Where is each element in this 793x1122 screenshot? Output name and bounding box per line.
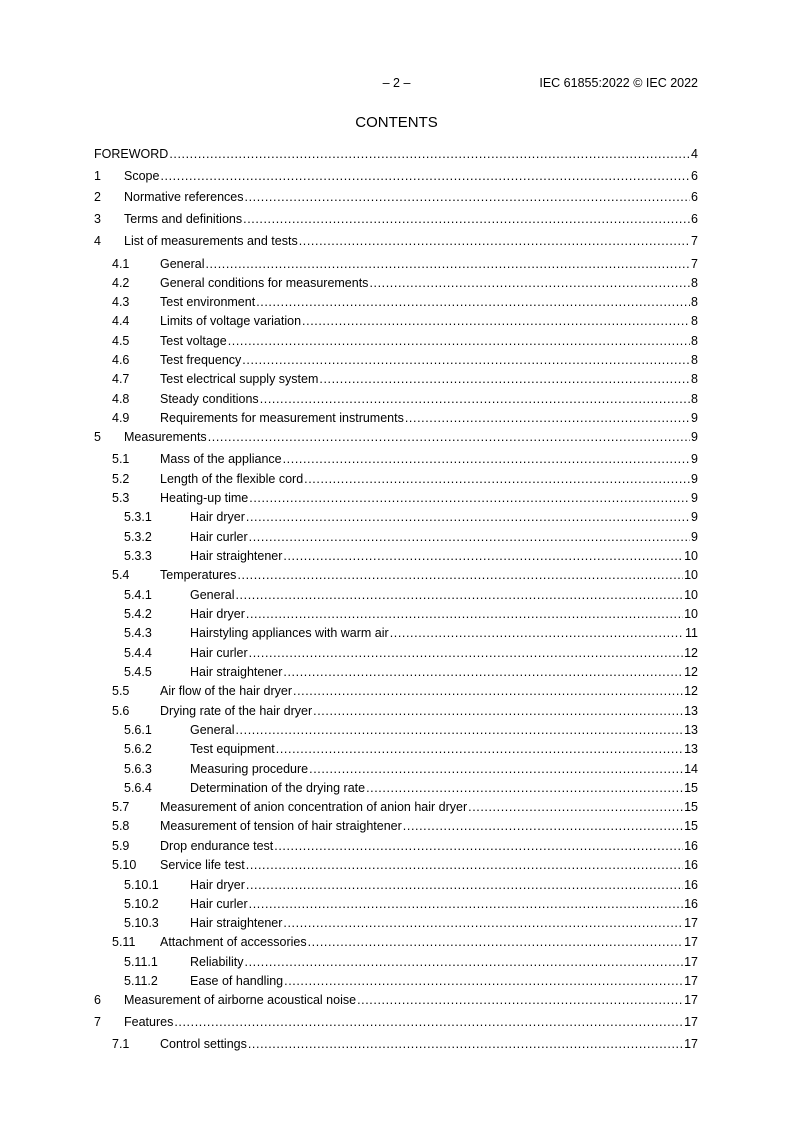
toc-leader-dots [274,838,683,854]
toc-leader-dots [246,877,683,893]
toc-entry-number: 5.10.3 [124,916,159,930]
toc-entry-title: General [160,257,205,271]
toc-entry[interactable] [94,664,698,680]
toc-leader-dots [284,973,683,989]
toc-entry-number: 5.11 [112,935,136,949]
toc-entry-number: 6 [94,993,101,1007]
toc-entry-title: Hair dryer [190,878,245,892]
toc-entry[interactable] [94,703,698,719]
toc-entry-title: Requirements for measurement instruments [160,411,404,425]
toc-entry-title: Test environment [160,295,256,309]
toc-entry[interactable] [94,1014,698,1030]
toc-entry[interactable] [94,275,698,291]
toc-leader-dots [249,529,690,545]
toc-leader-dots [403,818,683,834]
toc-entry[interactable] [94,587,698,603]
toc-leader-dots [235,587,683,603]
toc-entry-page: 16 [684,897,698,911]
toc-entry-page: 15 [684,800,698,814]
toc-entry-page: 16 [684,858,698,872]
toc-entry-page: 13 [684,723,698,737]
toc-entry-number: 5.9 [112,839,130,853]
toc-entry-page: 8 [691,334,698,348]
toc-entry-page: 10 [684,588,698,602]
toc-leader-dots [256,294,690,310]
toc-leader-dots [308,934,683,950]
toc-entry[interactable] [94,451,698,467]
toc-entry-number: 3 [94,212,101,226]
toc-entry-title: Control settings [160,1037,247,1051]
toc-entry-title: Service life test [160,858,245,872]
toc-entry[interactable] [94,189,698,205]
toc-entry-number: 5.4 [112,568,130,582]
toc-entry-title: Hair straightener [190,665,283,679]
toc-leader-dots [283,451,690,467]
toc-entry-title: Heating-up time [160,491,249,505]
toc-entry-title: Temperatures [160,568,237,582]
toc-entry[interactable] [94,799,698,815]
toc-entry-title: Limits of voltage variation [160,314,302,328]
toc-leader-dots [366,780,683,796]
toc-entry[interactable] [94,391,698,407]
toc-entry[interactable] [94,168,698,184]
toc-entry-page: 9 [691,530,698,544]
toc-entry-title: Test frequency [160,353,242,367]
toc-entry-title: Hair straightener [190,549,283,563]
toc-entry-title: Hairstyling appliances with warm air [190,626,389,640]
toc-entry[interactable] [94,509,698,525]
toc-entry-page: 7 [691,257,698,271]
toc-entry-page: 13 [684,704,698,718]
toc-entry-number: 5.3.1 [124,510,152,524]
toc-entry[interactable] [94,934,698,950]
toc-entry-number: 1 [94,169,101,183]
toc-entry-page: 15 [684,819,698,833]
toc-entry-title: General conditions for measurements [160,276,369,290]
toc-entry[interactable] [94,313,698,329]
toc-entry-page: 9 [691,472,698,486]
toc-leader-dots [249,490,690,506]
toc-entry-number: 4.2 [112,276,130,290]
toc-entry-number: 7 [94,1015,101,1029]
toc-entry-page: 8 [691,392,698,406]
toc-entry-number: 4.6 [112,353,130,367]
toc-entry-number: 4.9 [112,411,130,425]
toc-entry-number: 5.6.3 [124,762,152,776]
toc-entry-title: Test electrical supply system [160,372,319,386]
toc-leader-dots [319,371,690,387]
toc-entry-title: Features [124,1015,174,1029]
toc-entry[interactable] [94,645,698,661]
toc-entry[interactable] [94,548,698,564]
toc-entry-title: Measurement of tension of hair straightener [160,819,402,833]
toc-entry-page: 9 [691,452,698,466]
toc-leader-dots [248,1036,683,1052]
toc-entry-number: 5.11.2 [124,974,158,988]
toc-entry[interactable] [94,896,698,912]
toc-entry-title: Ease of handling [190,974,284,988]
toc-entry-number: 5.8 [112,819,130,833]
toc-entry-title: Hair dryer [190,510,245,524]
toc-entry-page: 17 [684,916,698,930]
toc-leader-dots [309,761,683,777]
toc-leader-dots [276,741,683,757]
toc-entry-page: 11 [685,626,698,640]
toc-entry-page: 12 [684,665,698,679]
toc-entry[interactable] [94,606,698,622]
toc-entry-number: 4.8 [112,392,130,406]
toc-leader-dots [245,189,691,205]
toc-entry-number: 4.5 [112,334,130,348]
toc-entry-page: 4 [691,147,698,161]
toc-leader-dots [245,954,684,970]
toc-leader-dots [304,471,690,487]
toc-entry[interactable] [94,233,698,249]
toc-entry-title: List of measurements and tests [124,234,298,248]
toc-leader-dots [260,391,690,407]
toc-entry-page: 10 [684,568,698,582]
toc-entry-number: 5.10.1 [124,878,159,892]
toc-entry-page: 12 [684,684,698,698]
toc-entry-number: 5.6.4 [124,781,152,795]
toc-entry[interactable] [94,146,698,162]
toc-entry-number: 5.4.1 [124,588,152,602]
toc-entry[interactable] [94,333,698,349]
toc-entry-number: 5.4.4 [124,646,152,660]
toc-leader-dots [235,722,683,738]
page-header-number: – 2 – [382,76,411,90]
toc-entry[interactable] [94,529,698,545]
toc-leader-dots [160,168,690,184]
toc-leader-dots [369,275,690,291]
toc-entry-number: 5.2 [112,472,130,486]
toc-entry-title: Mass of the appliance [160,452,282,466]
toc-leader-dots [246,509,690,525]
toc-entry-title: Length of the flexible cord [160,472,304,486]
toc-leader-dots [390,625,684,641]
toc-entry-page: 9 [691,491,698,505]
toc-entry[interactable] [94,877,698,893]
toc-entry-number: 4 [94,234,101,248]
toc-entry-title: Hair curler [190,530,248,544]
toc-entry-number: 5.6.2 [124,742,152,756]
toc-entry-page: 8 [691,276,698,290]
toc-leader-dots [249,896,683,912]
toc-entry-title: Hair curler [190,646,248,660]
toc-entry-number: 5.10 [112,858,137,872]
toc-entry-page: 6 [691,212,698,226]
toc-entry-title: Attachment of accessories [160,935,307,949]
toc-entry-page: 10 [684,549,698,563]
toc-entry[interactable] [94,567,698,583]
toc-entry[interactable] [94,371,698,387]
toc-entry-title: Scope [124,169,160,183]
toc-leader-dots [228,333,690,349]
toc-entry[interactable] [94,954,698,970]
toc-entry[interactable] [94,973,698,989]
toc-entry[interactable] [94,429,698,445]
toc-leader-dots [468,799,683,815]
toc-leader-dots [299,233,690,249]
toc-leader-dots [242,352,690,368]
toc-entry-page: 8 [691,372,698,386]
toc-entry-page: 17 [684,955,698,969]
toc-entry-title: Hair dryer [190,607,245,621]
toc-entry-page: 6 [691,169,698,183]
toc-entry-title: Drying rate of the hair dryer [160,704,313,718]
toc-entry[interactable] [94,780,698,796]
toc-leader-dots [283,915,683,931]
toc-entry-number: 5.6 [112,704,130,718]
toc-leader-dots [243,211,690,227]
toc-entry-title: Test voltage [160,334,227,348]
toc-entry-number: 4.7 [112,372,130,386]
toc-entry-title: Determination of the drying rate [190,781,366,795]
toc-entry-page: 12 [684,646,698,660]
toc-entry-title: Air flow of the hair dryer [160,684,292,698]
toc-entry-page: 9 [691,411,698,425]
toc-entry-number: 5.5 [112,684,130,698]
toc-entry-number: 5.1 [112,452,130,466]
toc-entry[interactable] [94,352,698,368]
toc-entry-page: 17 [684,935,698,949]
toc-entry[interactable] [94,818,698,834]
toc-entry[interactable] [94,838,698,854]
toc-entry-number: 4.1 [112,257,130,271]
toc-entry[interactable] [94,471,698,487]
toc-entry-number: 5.11.1 [124,955,158,969]
toc-entry-page: 14 [684,762,698,776]
toc-entry-title: Normative references [124,190,244,204]
toc-entry-number: 5.6.1 [124,723,152,737]
toc-entry-page: 10 [684,607,698,621]
toc-entry-title: Measurements [124,430,207,444]
toc-entry-page: 17 [684,1015,698,1029]
toc-entry-page: 15 [684,781,698,795]
toc-leader-dots [293,683,683,699]
toc-entry-number: 5.3.2 [124,530,152,544]
toc-leader-dots [174,1014,683,1030]
toc-entry[interactable] [94,857,698,873]
toc-entry-number: 2 [94,190,101,204]
toc-entry-number: 7.1 [112,1037,130,1051]
toc-entry-page: 17 [684,993,698,1007]
toc-entry-page: 16 [684,878,698,892]
toc-leader-dots [283,548,683,564]
toc-entry-page: 8 [691,295,698,309]
toc-leader-dots [237,567,683,583]
toc-entry-number: 5 [94,430,101,444]
toc-entry-title: Hair curler [190,897,248,911]
toc-entry-number: 5.3 [112,491,130,505]
toc-entry-title: Terms and definitions [124,212,243,226]
toc-entry-title: Steady conditions [160,392,259,406]
toc-entry-page: 17 [684,974,698,988]
toc-leader-dots [169,146,690,162]
toc-entry-number: 5.3.3 [124,549,152,563]
toc-entry-title: Test equipment [190,742,275,756]
toc-entry-page: 16 [684,839,698,853]
toc-entry-title: General [190,588,235,602]
toc-entry-number: 5.4.3 [124,626,152,640]
toc-entry[interactable] [94,992,698,1008]
toc-entry[interactable] [94,256,698,272]
toc-entry-title: FOREWORD [94,147,169,161]
toc-leader-dots [313,703,683,719]
toc-entry[interactable] [94,915,698,931]
toc-entry[interactable] [94,722,698,738]
toc-entry-page: 8 [691,353,698,367]
toc-entry-page: 6 [691,190,698,204]
contents-title: CONTENTS [355,114,438,131]
toc-entry-title: Measurement of airborne acoustical noise [124,993,357,1007]
toc-entry[interactable] [94,741,698,757]
toc-leader-dots [302,313,690,329]
toc-entry-page: 8 [691,314,698,328]
toc-entry-number: 4.3 [112,295,130,309]
toc-leader-dots [208,429,690,445]
toc-leader-dots [246,857,683,873]
toc-entry[interactable] [94,761,698,777]
toc-entry-title: Measuring procedure [190,762,309,776]
toc-leader-dots [246,606,683,622]
toc-leader-dots [249,645,683,661]
toc-entry-title: General [190,723,235,737]
toc-leader-dots [205,256,690,272]
toc-entry-title: Measurement of anion concentration of anion hair dryer [160,800,468,814]
toc-entry[interactable] [94,625,698,641]
toc-entry-number: 5.4.5 [124,665,152,679]
toc-entry[interactable] [94,490,698,506]
toc-entry-page: 13 [684,742,698,756]
toc-entry[interactable] [94,683,698,699]
toc-entry[interactable] [94,1036,698,1052]
toc-entry-number: 4.4 [112,314,130,328]
toc-entry-title: Drop endurance test [160,839,274,853]
toc-entry-number: 5.4.2 [124,607,152,621]
toc-entry-page: 7 [691,234,698,248]
toc-entry-title: Reliability [190,955,244,969]
toc-leader-dots [357,992,683,1008]
toc-entry-page: 17 [684,1037,698,1051]
toc-entry-number: 5.10.2 [124,897,159,911]
toc-leader-dots [283,664,683,680]
toc-entry[interactable] [94,410,698,426]
toc-leader-dots [405,410,690,426]
toc-entry-page: 9 [691,510,698,524]
toc-entry[interactable] [94,294,698,310]
toc-entry-title: Hair straightener [190,916,283,930]
page-header-standard: IEC 61855:2022 © IEC 2022 [539,76,698,90]
toc-entry-number: 5.7 [112,800,130,814]
toc-entry[interactable] [94,211,698,227]
toc-entry-page: 9 [691,430,698,444]
